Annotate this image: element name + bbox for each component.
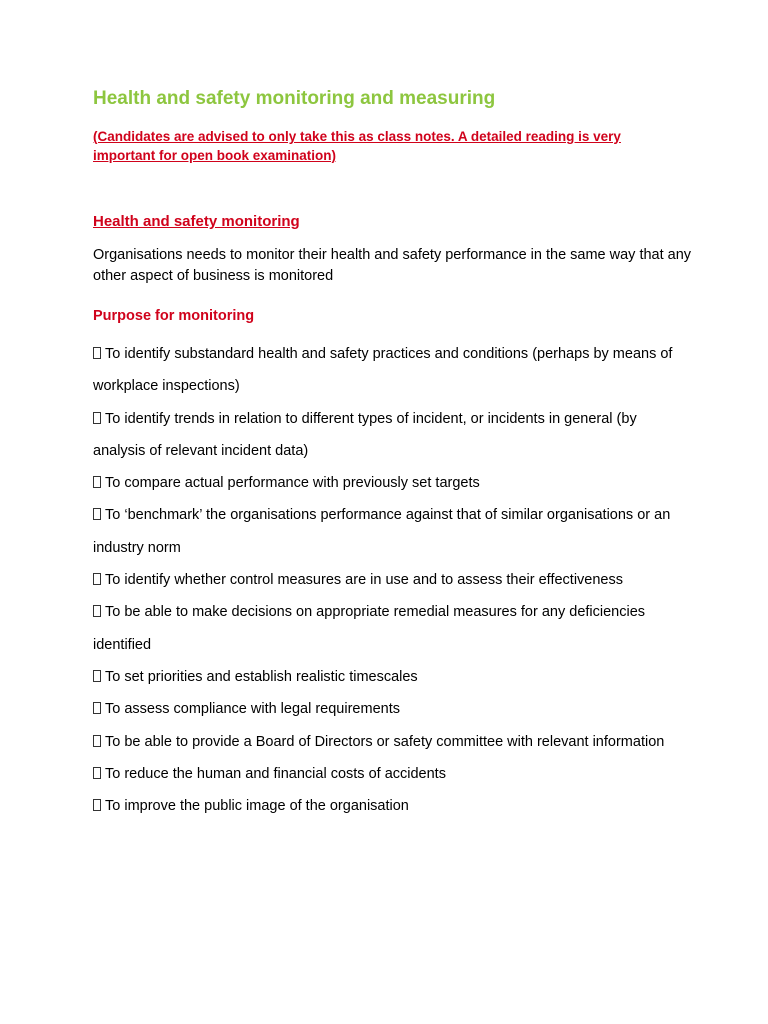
missing-glyph-box-icon: [93, 347, 101, 359]
list-item: [93, 338, 693, 403]
list-item-text: To ‘benchmark’ the organisations performance against that of similar organisations or an industry norm: [93, 507, 671, 556]
list-item-text: To be able to provide a Board of Directors or safety committee with relevant information: [105, 733, 665, 750]
list-item: [93, 790, 693, 822]
list-item-text: To identify trends in relation to different types of incident, or incidents in general (by analysis of relevant incident data): [93, 410, 637, 459]
list-item: [93, 661, 693, 693]
missing-glyph-box-icon: [93, 573, 101, 585]
list-item: [93, 564, 693, 596]
missing-glyph-box-icon: [93, 412, 101, 424]
list-item-text: To identify whether control measures are in use and to assess their effectiveness: [105, 572, 623, 589]
list-item-text: To assess compliance with legal requirements: [105, 701, 400, 718]
missing-glyph-box-icon: [93, 767, 101, 779]
missing-glyph-box-icon: [93, 476, 101, 488]
list-item: [93, 596, 693, 661]
section-heading: Health and safety monitoring: [93, 213, 300, 230]
list-item-text: To reduce the human and financial costs of accidents: [105, 765, 446, 782]
purpose-subheading: Purpose for monitoring: [93, 308, 255, 324]
list-item: [93, 467, 693, 499]
list-item: [93, 758, 693, 790]
missing-glyph-box-icon: [93, 605, 101, 617]
missing-glyph-box-icon: [93, 799, 101, 811]
document-title: Health and safety monitoring and measuring: [93, 88, 496, 109]
list-item-text: To set priorities and establish realistic timescales: [105, 668, 418, 685]
class-notes-disclaimer: (Candidates are advised to only take this as class notes. A detailed reading is very important for open book examination): [93, 129, 621, 163]
missing-glyph-box-icon: [93, 508, 101, 520]
list-item-text: To compare actual performance with previously set targets: [105, 475, 480, 492]
list-item-text: To be able to make decisions on appropriate remedial measures for any deficiencies identified: [93, 604, 646, 653]
missing-glyph-box-icon: [93, 702, 101, 714]
list-item: [93, 403, 693, 468]
list-item: [93, 726, 693, 758]
list-item-text: To improve the public image of the organisation: [105, 798, 409, 815]
missing-glyph-box-icon: [93, 670, 101, 682]
missing-glyph-box-icon: [93, 735, 101, 747]
list-item: [93, 693, 693, 725]
intro-paragraph: Organisations needs to monitor their health and safety performance in the same way that any other aspect of business is monitored: [93, 247, 692, 284]
list-item: [93, 499, 693, 564]
list-item-text: To identify substandard health and safety practices and conditions (perhaps by means of workplace inspections): [93, 346, 673, 395]
purpose-list: [93, 338, 693, 822]
